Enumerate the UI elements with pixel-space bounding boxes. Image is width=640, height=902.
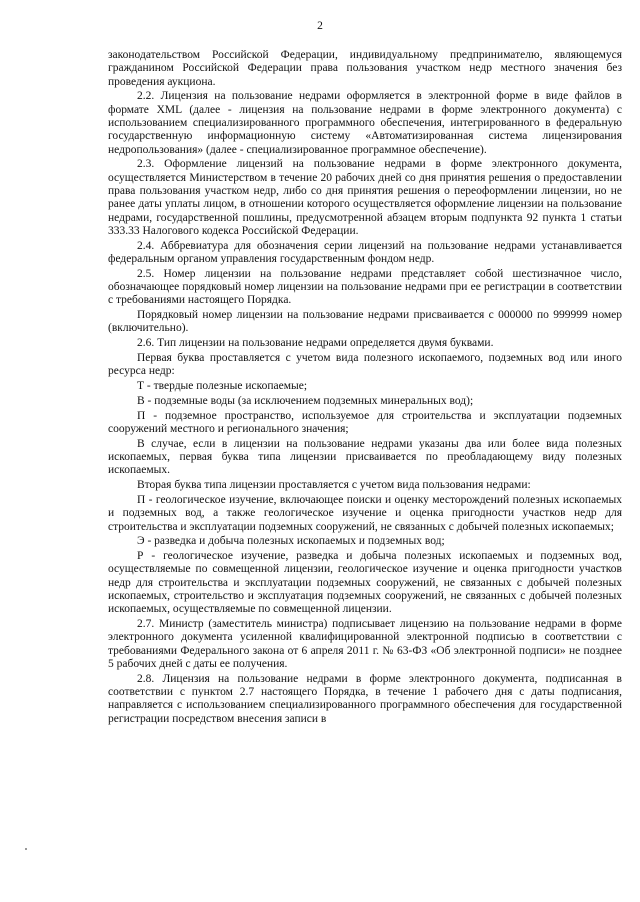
paragraph-2-8: 2.8. Лицензия на пользование недрами в форме электронного документа, подписанная в соответствии с пунктом 2.7 настоящего Порядка, в течение 1 рабочего дня с даты подписания, направляется с использованием специализированного программного обеспечения для государственной регистрации посредством внесения записи в: [108, 672, 622, 725]
page-number: 2: [317, 20, 323, 32]
list-item: В - подземные воды (за исключением подземных минеральных вод);: [137, 394, 474, 407]
paragraph: Порядковый номер лицензии на пользование недрами присваивается с 000000 по 999999 номер (включительно).: [108, 309, 622, 335]
paragraph: законодательством Российской Федерации, индивидуальному предпринимателю, являющемуся гражданином Российской Федерации права пользования участком недр местного значения без проведения аукциона.: [108, 49, 622, 88]
paragraph-2-2: 2.2. Лицензия на пользование недрами оформляется в электронной форме в виде файлов в формате XML (далее - лицензия на пользование недрами в форме электронного документа) с использованием специализированного программного обеспечения, интегрированного в федеральную государственную информационную систему «Автоматизированная система лицензирования недропользования» (далее - специализированное программное обеспечение).: [108, 90, 622, 156]
list-item: Э - разведка и добыча полезных ископаемых и подземных вод;: [137, 535, 445, 548]
list-item: Т - твердые полезные ископаемые;: [137, 380, 308, 393]
paragraph-2-7: 2.7. Министр (заместитель министра) подписывает лицензию на пользование недрами в форме электронного документа усиленной квалифицированной электронной подписью в соответствии с требованиями Федерального закона от 6 апреля 2011 г. № 63-ФЗ «Об электронной подписи» не позднее 5 рабочих дней с даты ее получения.: [108, 618, 622, 671]
scan-artifact: [25, 848, 27, 850]
list-item: Р - геологическое изучение, разведка и добыча полезных ископаемых и подземных вод, осуществляемые по совмещенной лицензии, геологическое изучение и оценка пригодности участков недр для строительства и эксплуатации подземных сооружений, не связанных с добычей полезных ископаемых, строительство и эксплуатация подземных сооружений, не связанных с добычей полезных ископаемых, осуществляемые по совмещенной лицензии.: [108, 550, 622, 616]
paragraph-2-3: 2.3. Оформление лицензий на пользование недрами в форме электронного документа, осуществляется Министерством в течение 20 рабочих дней со дня принятия решения о предоставлении права пользования участком недр, либо со дня принятия решения о переоформлении лицензии, но не ранее даты уплаты лицом, в отношении которого осуществляется оформление лицензии на пользование недрами, государственной пошлины, предусмотренной абзацем вторым подпункта 92 пункта 1 статьи 333.33 Налогового кодекса Российской Федерации.: [108, 158, 622, 237]
paragraph: Первая буква проставляется с учетом вида полезного ископаемого, подземных вод или иного ресурса недр:: [108, 352, 622, 378]
paragraph-2-5: 2.5. Номер лицензии на пользование недрами представляет собой шестизначное число, обозначающее порядковый номер лицензии на пользование недрами при ее регистрации в соответствии с требованиями настоящего Порядка.: [108, 267, 622, 307]
document-body: [108, 49, 622, 726]
paragraph: В случае, если в лицензии на пользование недрами указаны два или более вида полезных ископаемых, первая буква типа лицензии присваивается по преобладающему виду полезных ископаемых.: [108, 437, 622, 477]
paragraph-2-4: 2.4. Аббревиатура для обозначения серии лицензий на пользование недрами устанавливается федеральным органом управления государственным фондом недр.: [108, 239, 622, 265]
paragraph-2-6: 2.6. Тип лицензии на пользование недрами определяется двумя буквами.: [137, 337, 494, 350]
list-item: П - геологическое изучение, включающее поиски и оценку месторождений полезных ископаемых и подземных вод, а также геологическое изучение и оценка пригодности участков недр для строительства и эксплуатации подземных сооружений, не связанных с добычей полезных ископаемых;: [108, 494, 622, 533]
paragraph: Вторая буква типа лицензии проставляется с учетом вида пользования недрами:: [137, 479, 531, 492]
list-item: П - подземное пространство, используемое для строительства и эксплуатации подземных сооружений местного и регионального значения;: [108, 409, 622, 436]
